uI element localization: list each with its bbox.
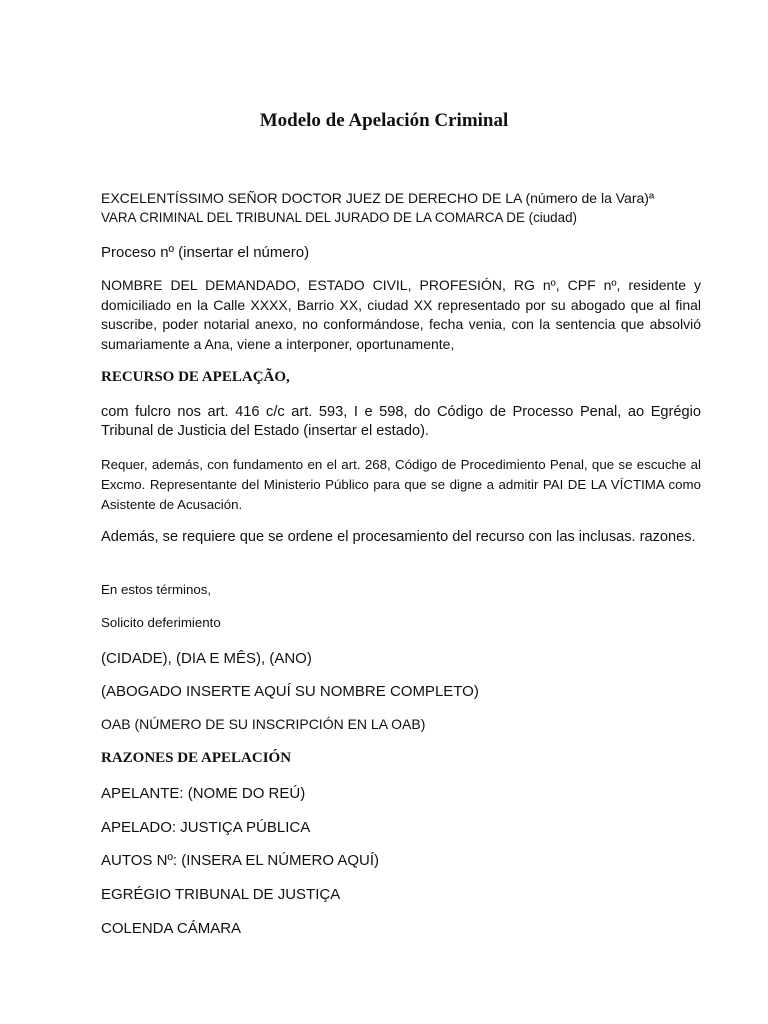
court-address: [101, 189, 701, 227]
chamber-line: COLENDA CÁMARA: [101, 920, 242, 937]
legal-basis-paragraph: com fulcro nos art. 416 c/c art. 593, I e 598, do Código de Processo Penal, ao Egrégio Tribunal de Justicia del Estado (insertar el estado).: [101, 404, 701, 439]
reasons-heading: RAZONES DE APELACIÓN: [101, 750, 292, 766]
defendant-paragraph: NOMBRE DEL DEMANDADO, ESTADO CIVIL, PROFESIÓN, RG nº, CPF nº, residente y domiciliado en la Calle XXXX, Barrio XX, ciudad XX representado por su abogado que al final suscribe, poder notarial anexo, no conformándose, fecha venia, con la sentencia que absolvió sumariamente a Ana, viene a interponer, oportunamente,: [101, 277, 701, 352]
place-date: (CIDADE), (DIA E MÊS), (ANO): [101, 650, 312, 667]
case-number-line: AUTOS Nº: (INSERA EL NÚMERO AQUÍ): [101, 852, 380, 869]
request-paragraph: Requer, además, con fundamento en el art. 268, Código de Procedimiento Penal, que se escuche al Excmo. Representante del Ministerio Público para que se digne a admitir PAI DE LA VÍCTIMA como Asistente de Acusación.: [101, 457, 701, 512]
process-number: Proceso nº (insertar el número): [101, 244, 310, 261]
closing-request: Solicito deferimiento: [101, 615, 221, 630]
processing-paragraph: Además, se requiere que se ordene el procesamiento del recurso con las inclusas. razones.: [101, 529, 696, 545]
oab-number: OAB (NÚMERO DE SU INSCRIPCIÓN EN LA OAB): [101, 716, 426, 732]
appellee-line: APELADO: JUSTIÇA PÚBLICA: [101, 819, 311, 836]
appellant-line: APELANTE: (NOME DO REÚ): [101, 785, 306, 802]
lawyer-name: (ABOGADO INSERTE AQUÍ SU NOMBRE COMPLETO): [101, 683, 479, 700]
tribunal-line: EGRÉGIO TRIBUNAL DE JUSTIÇA: [101, 886, 341, 903]
appeal-heading: RECURSO DE APELAÇÃO,: [101, 369, 290, 385]
court-address-line-1: EXCELENTÍSSIMO SEÑOR DOCTOR JUEZ DE DERECHO DE LA (número de la Vara)ª: [101, 190, 655, 206]
court-address-line-2: VARA CRIMINAL DEL TRIBUNAL DEL JURADO DE LA COMARCA DE (ciudad): [101, 210, 577, 225]
document-title: Modelo de Apelación Criminal: [259, 110, 509, 131]
closing-terms: En estos términos,: [101, 582, 212, 597]
